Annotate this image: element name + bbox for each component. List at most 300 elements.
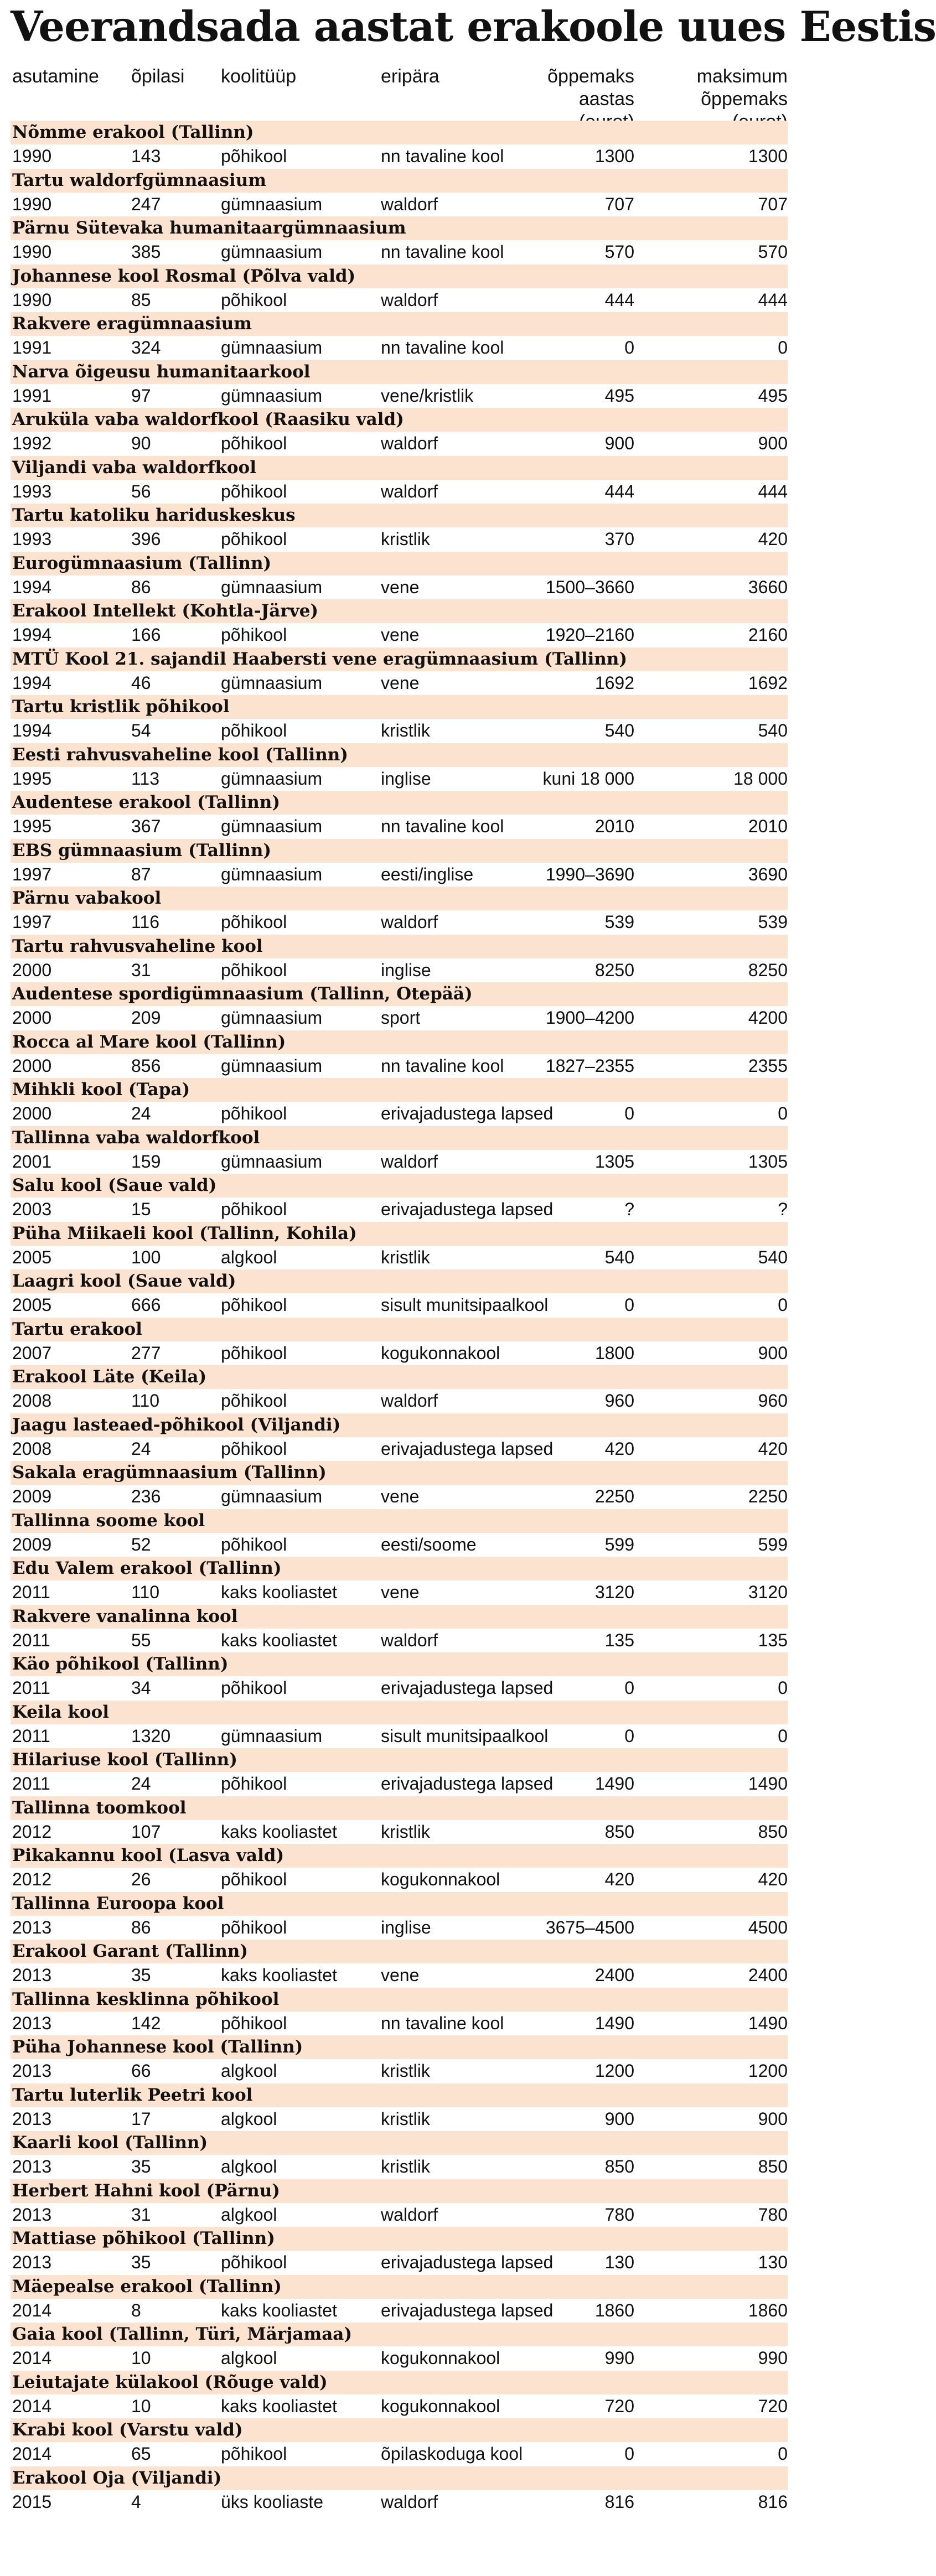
school-name-row: Tartu luterlik Peetri kool bbox=[11, 2083, 788, 2107]
student-count-cell: 856 bbox=[131, 1055, 161, 1076]
school-type-cell: põhikool bbox=[221, 1534, 287, 1554]
student-count-cell: 116 bbox=[131, 912, 160, 932]
feature-cell: vene bbox=[381, 577, 420, 597]
feature-cell: vene bbox=[381, 1486, 420, 1506]
school-name-row: Krabi kool (Varstu vald) bbox=[11, 2418, 788, 2442]
school-name-row: Gaia kool (Tallinn, Türi, Märjamaa) bbox=[11, 2323, 788, 2346]
school-data-row bbox=[11, 240, 788, 265]
school-data-row bbox=[11, 1820, 788, 1844]
annual-fee-cell: 990 bbox=[604, 2348, 634, 2368]
founded-year-cell: 1991 bbox=[12, 385, 52, 406]
school-name-row: Viljandi vaba waldorfkool bbox=[11, 456, 788, 480]
feature-cell: sisult munitsipaalkool bbox=[381, 1295, 549, 1315]
max-fee-cell: 4500 bbox=[748, 1917, 788, 1937]
max-fee-cell: 707 bbox=[758, 194, 788, 214]
school-data-row bbox=[11, 1485, 788, 1509]
annual-fee-cell: 900 bbox=[604, 2108, 634, 2129]
school-type-cell: põhikool bbox=[221, 2252, 287, 2272]
max-fee-cell: 2160 bbox=[748, 625, 788, 645]
max-fee-cell: 540 bbox=[758, 1247, 788, 1267]
header-max: maksimum õppemaks bbox=[696, 66, 788, 110]
student-count-cell: 55 bbox=[131, 1630, 151, 1650]
student-count-cell: 26 bbox=[131, 1869, 151, 1889]
school-type-cell: põhikool bbox=[221, 2444, 287, 2464]
max-fee-cell: 599 bbox=[758, 1534, 788, 1554]
founded-year-cell: 2007 bbox=[12, 1343, 52, 1363]
student-count-cell: 209 bbox=[131, 1008, 161, 1028]
feature-cell: nn tavaline kool bbox=[381, 2013, 504, 2033]
founded-year-cell: 2011 bbox=[12, 1678, 50, 1698]
annual-fee-cell: 599 bbox=[604, 1534, 634, 1554]
school-type-cell: gümnaasium bbox=[221, 864, 323, 884]
feature-cell: vene bbox=[381, 625, 420, 645]
max-fee-cell: 8250 bbox=[748, 960, 788, 980]
annual-fee-cell: 8250 bbox=[594, 960, 634, 980]
founded-year-cell: 2013 bbox=[12, 2061, 52, 2081]
annual-fee-cell: 0 bbox=[624, 1295, 634, 1315]
annual-fee-cell: 780 bbox=[604, 2204, 634, 2225]
school-type-cell: kaks kooliastet bbox=[221, 1582, 337, 1602]
school-data-row bbox=[11, 1102, 788, 1126]
founded-year-cell: 1990 bbox=[12, 194, 52, 214]
annual-fee-cell: 3675–4500 bbox=[545, 1917, 634, 1937]
max-fee-cell: 0 bbox=[778, 1295, 788, 1315]
feature-cell: erivajadustega lapsed bbox=[381, 1103, 554, 1123]
school-type-cell: põhikool bbox=[221, 481, 287, 501]
max-fee-cell: 816 bbox=[758, 2491, 788, 2512]
school-name-row: Mihkli kool (Tapa) bbox=[11, 1078, 788, 1102]
school-type-cell: põhikool bbox=[221, 433, 287, 453]
school-type-cell: põhikool bbox=[221, 1678, 287, 1698]
annual-fee-cell: 0 bbox=[624, 2444, 634, 2464]
student-count-cell: 24 bbox=[131, 1103, 151, 1123]
school-name-row: Püha Johannese kool (Tallinn) bbox=[11, 2035, 788, 2059]
founded-year-cell: 1991 bbox=[12, 338, 52, 357]
school-type-cell: gümnaasium bbox=[221, 385, 323, 406]
student-count-cell: 24 bbox=[131, 1438, 151, 1459]
annual-fee-cell: 0 bbox=[624, 1725, 634, 1746]
annual-fee-cell: 2400 bbox=[594, 1965, 634, 1985]
school-table bbox=[11, 121, 788, 2514]
school-name-row: Eesti rahvusvaheline kool (Tallinn) bbox=[11, 743, 788, 767]
max-fee-cell: 539 bbox=[758, 912, 788, 932]
annual-fee-cell: 1692 bbox=[594, 672, 634, 693]
school-type-cell: gümnaasium bbox=[221, 1055, 323, 1076]
max-fee-cell: 0 bbox=[778, 2444, 788, 2464]
student-count-cell: 46 bbox=[131, 672, 151, 693]
max-fee-cell: 18 000 bbox=[733, 768, 788, 789]
founded-year-cell: 2013 bbox=[12, 2157, 52, 2176]
max-fee-cell: 2355 bbox=[748, 1055, 788, 1076]
school-data-row bbox=[11, 2442, 788, 2466]
school-name-row: Jaagu lasteaed-põhikool (Viljandi) bbox=[11, 1413, 788, 1437]
school-type-cell: üks kooliaste bbox=[221, 2491, 323, 2512]
school-name-row: Salu kool (Saue vald) bbox=[11, 1174, 788, 1198]
school-data-row bbox=[11, 1868, 788, 1892]
header-founded: asutamine bbox=[12, 66, 99, 87]
school-data-row bbox=[11, 2012, 788, 2036]
school-name-row: Herbert Hahni kool (Pärnu) bbox=[11, 2179, 788, 2203]
school-type-cell: põhikool bbox=[221, 289, 287, 310]
school-data-row bbox=[11, 2203, 788, 2227]
founded-year-cell: 2000 bbox=[12, 960, 52, 980]
school-type-cell: gümnaasium bbox=[221, 577, 323, 597]
annual-fee-cell: 850 bbox=[604, 1821, 634, 1842]
feature-cell: vene bbox=[381, 672, 420, 693]
annual-fee-cell: 1920–2160 bbox=[545, 625, 634, 645]
school-name-row: Erakool Oja (Viljandi) bbox=[11, 2466, 788, 2490]
school-type-cell: algkool bbox=[221, 2108, 277, 2129]
annual-fee-cell: 495 bbox=[604, 385, 634, 406]
annual-fee-cell: 1827–2355 bbox=[545, 1055, 634, 1076]
founded-year-cell: 2009 bbox=[12, 1534, 52, 1554]
founded-year-cell: 2009 bbox=[12, 1486, 52, 1506]
student-count-cell: 86 bbox=[131, 1917, 151, 1937]
feature-cell: waldorf bbox=[381, 912, 438, 932]
school-data-row bbox=[11, 2155, 788, 2179]
student-count-cell: 666 bbox=[131, 1295, 161, 1315]
school-type-cell: algkool bbox=[221, 2204, 277, 2225]
max-fee-cell: 420 bbox=[758, 529, 788, 549]
student-count-cell: 159 bbox=[131, 1151, 161, 1172]
annual-fee-cell: 1300 bbox=[594, 146, 634, 166]
school-data-row bbox=[11, 623, 788, 647]
school-type-cell: põhikool bbox=[221, 721, 287, 740]
feature-cell: eesti/soome bbox=[381, 1534, 477, 1554]
founded-year-cell: 1992 bbox=[12, 433, 52, 453]
max-fee-cell: 420 bbox=[758, 1869, 788, 1889]
founded-year-cell: 2013 bbox=[12, 2204, 52, 2225]
school-type-cell: kaks kooliastet bbox=[221, 1965, 337, 1985]
annual-fee-cell: 420 bbox=[604, 1438, 634, 1459]
school-type-cell: kaks kooliastet bbox=[221, 1821, 337, 1842]
feature-cell: kristlik bbox=[381, 2157, 430, 2176]
school-type-cell: põhikool bbox=[221, 146, 287, 166]
founded-year-cell: 2013 bbox=[12, 2252, 52, 2272]
school-type-cell: põhikool bbox=[221, 1869, 287, 1889]
school-name-row: Tallinna toomkool bbox=[11, 1796, 788, 1820]
school-data-row bbox=[11, 1293, 788, 1318]
feature-cell: kogukonnakool bbox=[381, 1869, 500, 1889]
annual-fee-cell: 420 bbox=[604, 1869, 634, 1889]
feature-cell: waldorf bbox=[381, 1151, 438, 1172]
school-data-row bbox=[11, 1246, 788, 1270]
school-data-row bbox=[11, 1006, 788, 1030]
school-data-row bbox=[11, 1772, 788, 1796]
student-count-cell: 8 bbox=[131, 2300, 141, 2320]
student-count-cell: 54 bbox=[131, 721, 151, 740]
feature-cell: erivajadustega lapsed bbox=[381, 1678, 554, 1698]
school-name-row: Erakool Intellekt (Kohtla-Järve) bbox=[11, 599, 788, 623]
feature-cell: kristlik bbox=[381, 2061, 430, 2081]
max-fee-cell: 3690 bbox=[748, 864, 788, 884]
annual-fee-cell: 960 bbox=[604, 1391, 634, 1411]
founded-year-cell: 2014 bbox=[12, 2348, 52, 2368]
founded-year-cell: 1990 bbox=[12, 242, 52, 262]
founded-year-cell: 2013 bbox=[12, 1965, 52, 1985]
max-fee-cell: 1490 bbox=[748, 2013, 788, 2033]
school-data-row bbox=[11, 1676, 788, 1701]
school-data-row bbox=[11, 527, 788, 552]
school-data-row bbox=[11, 336, 788, 360]
founded-year-cell: 2000 bbox=[12, 1055, 52, 1076]
feature-cell: inglise bbox=[381, 768, 431, 789]
school-name-row: EBS gümnaasium (Tallinn) bbox=[11, 839, 788, 863]
annual-fee-cell: 370 bbox=[604, 529, 634, 549]
feature-cell: waldorf bbox=[381, 433, 438, 453]
founded-year-cell: 1993 bbox=[12, 481, 52, 501]
school-name-row: Hilariuse kool (Tallinn) bbox=[11, 1748, 788, 1772]
student-count-cell: 97 bbox=[131, 385, 151, 406]
founded-year-cell: 1997 bbox=[12, 912, 52, 932]
school-data-row bbox=[11, 958, 788, 983]
school-data-row bbox=[11, 288, 788, 313]
annual-fee-cell: 540 bbox=[604, 1247, 634, 1267]
feature-cell: inglise bbox=[381, 960, 431, 980]
student-count-cell: 277 bbox=[131, 1343, 161, 1363]
student-count-cell: 324 bbox=[131, 338, 161, 357]
school-type-cell: põhikool bbox=[221, 625, 287, 645]
max-fee-cell: 570 bbox=[758, 242, 788, 262]
max-fee-cell: 1490 bbox=[748, 1774, 788, 1794]
annual-fee-cell: 850 bbox=[604, 2157, 634, 2176]
school-type-cell: gümnaasium bbox=[221, 1151, 323, 1172]
school-type-cell: kaks kooliastet bbox=[221, 2396, 337, 2416]
feature-cell: waldorf bbox=[381, 481, 438, 501]
student-count-cell: 385 bbox=[131, 242, 161, 262]
max-fee-cell: 0 bbox=[778, 1103, 788, 1123]
annual-fee-cell: 720 bbox=[604, 2396, 634, 2416]
feature-cell: nn tavaline kool bbox=[381, 1055, 504, 1076]
founded-year-cell: 2003 bbox=[12, 1199, 52, 1219]
school-name-row: Rakvere eragümnaasium bbox=[11, 312, 788, 336]
annual-fee-cell: 1200 bbox=[594, 2061, 634, 2081]
student-count-cell: 247 bbox=[131, 194, 161, 214]
feature-cell: kristlik bbox=[381, 529, 430, 549]
founded-year-cell: 2011 bbox=[12, 1725, 50, 1746]
school-data-row bbox=[11, 910, 788, 935]
annual-fee-cell: kuni 18 000 bbox=[542, 768, 634, 789]
feature-cell: erivajadustega lapsed bbox=[381, 2300, 554, 2320]
max-fee-cell: 420 bbox=[758, 1438, 788, 1459]
school-type-cell: põhikool bbox=[221, 2013, 287, 2033]
student-count-cell: 87 bbox=[131, 864, 151, 884]
max-fee-cell: 900 bbox=[758, 1343, 788, 1363]
founded-year-cell: 2001 bbox=[12, 1151, 52, 1172]
student-count-cell: 35 bbox=[131, 2252, 151, 2272]
school-name-row: Audentese spordigümnaasium (Tallinn, Otepää) bbox=[11, 982, 788, 1006]
max-fee-cell: 444 bbox=[758, 289, 788, 310]
feature-cell: kogukonnakool bbox=[381, 1343, 500, 1363]
feature-cell: sport bbox=[381, 1008, 421, 1028]
school-data-row bbox=[11, 2346, 788, 2371]
annual-fee-cell: 135 bbox=[604, 1630, 634, 1650]
school-data-row bbox=[11, 480, 788, 504]
feature-cell: õpilaskoduga kool bbox=[381, 2444, 523, 2464]
founded-year-cell: 1990 bbox=[12, 146, 52, 166]
student-count-cell: 86 bbox=[131, 577, 151, 597]
annual-fee-cell: 1900–4200 bbox=[545, 1008, 634, 1028]
school-type-cell: algkool bbox=[221, 2348, 277, 2368]
school-type-cell: põhikool bbox=[221, 529, 287, 549]
annual-fee-cell: 3120 bbox=[594, 1582, 634, 1602]
student-count-cell: 66 bbox=[131, 2061, 151, 2081]
annual-fee-cell: 444 bbox=[604, 289, 634, 310]
founded-year-cell: 1990 bbox=[12, 289, 52, 310]
school-data-row bbox=[11, 1437, 788, 1461]
school-data-row bbox=[11, 863, 788, 887]
founded-year-cell: 2005 bbox=[12, 1247, 52, 1267]
feature-cell: eesti/inglise bbox=[381, 864, 474, 884]
school-name-row: Pikakannu kool (Lasva vald) bbox=[11, 1844, 788, 1868]
school-data-row bbox=[11, 767, 788, 791]
max-fee-cell: 850 bbox=[758, 2157, 788, 2176]
school-data-row bbox=[11, 2251, 788, 2275]
school-name-row: Rakvere vanalinna kool bbox=[11, 1605, 788, 1629]
school-name-row: Tallinna kesklinna põhikool bbox=[11, 1988, 788, 2012]
feature-cell: kogukonnakool bbox=[381, 2396, 500, 2416]
annual-fee-cell: 2250 bbox=[594, 1486, 634, 1506]
school-data-row bbox=[11, 1724, 788, 1749]
school-name-row: Tallinna Euroopa kool bbox=[11, 1892, 788, 1916]
school-data-row bbox=[11, 1054, 788, 1079]
feature-cell: nn tavaline kool bbox=[381, 338, 504, 357]
school-name-row: Püha Miikaeli kool (Tallinn, Kohila) bbox=[11, 1222, 788, 1246]
max-fee-cell: 1692 bbox=[748, 672, 788, 693]
founded-year-cell: 2013 bbox=[12, 2013, 52, 2033]
school-data-row bbox=[11, 193, 788, 217]
school-type-cell: põhikool bbox=[221, 1774, 287, 1794]
feature-cell: nn tavaline kool bbox=[381, 242, 504, 262]
feature-cell: vene/kristlik bbox=[381, 385, 474, 406]
feature-cell: inglise bbox=[381, 1917, 431, 1937]
school-name-row: Mäepealse erakool (Tallinn) bbox=[11, 2275, 788, 2299]
student-count-cell: 236 bbox=[131, 1486, 161, 1506]
school-data-row bbox=[11, 815, 788, 839]
max-fee-cell: 3120 bbox=[748, 1582, 788, 1602]
student-count-cell: 110 bbox=[131, 1391, 160, 1411]
school-name-row: Rocca al Mare kool (Tallinn) bbox=[11, 1030, 788, 1054]
school-type-cell: gümnaasium bbox=[221, 1486, 323, 1506]
student-count-cell: 31 bbox=[131, 960, 151, 980]
founded-year-cell: 1997 bbox=[12, 864, 52, 884]
school-type-cell: põhikool bbox=[221, 1343, 287, 1363]
annual-fee-cell: 539 bbox=[604, 912, 634, 932]
founded-year-cell: 2008 bbox=[12, 1438, 52, 1459]
school-type-cell: põhikool bbox=[221, 1438, 287, 1459]
school-type-cell: gümnaasium bbox=[221, 1008, 323, 1028]
student-count-cell: 35 bbox=[131, 1965, 151, 1985]
school-data-row bbox=[11, 2490, 788, 2515]
school-name-row: Tartu rahvusvaheline kool bbox=[11, 935, 788, 958]
student-count-cell: 100 bbox=[131, 1247, 161, 1267]
founded-year-cell: 2015 bbox=[12, 2491, 52, 2512]
feature-cell: waldorf bbox=[381, 289, 438, 310]
student-count-cell: 4 bbox=[131, 2491, 141, 2512]
student-count-cell: 10 bbox=[131, 2348, 151, 2368]
student-count-cell: 367 bbox=[131, 816, 161, 836]
school-name-row: Käo põhikool (Tallinn) bbox=[11, 1652, 788, 1676]
annual-fee-cell: 130 bbox=[604, 2252, 634, 2272]
school-name-row: Tallinna soome kool bbox=[11, 1509, 788, 1533]
student-count-cell: 166 bbox=[131, 625, 161, 645]
annual-fee-cell: 570 bbox=[604, 242, 634, 262]
school-name-row: Eurogümnaasium (Tallinn) bbox=[11, 552, 788, 576]
feature-cell: waldorf bbox=[381, 2204, 438, 2225]
header-students: õpilasi bbox=[131, 66, 185, 87]
school-data-row bbox=[11, 1533, 788, 1557]
max-fee-cell: 1305 bbox=[748, 1151, 788, 1172]
founded-year-cell: 2014 bbox=[12, 2300, 52, 2320]
student-count-cell: 110 bbox=[131, 1582, 160, 1602]
school-type-cell: kaks kooliastet bbox=[221, 2300, 337, 2320]
school-data-row bbox=[11, 2299, 788, 2323]
max-fee-cell: 1860 bbox=[748, 2300, 788, 2320]
school-name-row: Erakool Läte (Keila) bbox=[11, 1365, 788, 1389]
header-feature: eripära bbox=[381, 66, 439, 87]
school-data-row bbox=[11, 2107, 788, 2132]
feature-cell: waldorf bbox=[381, 1630, 438, 1650]
school-name-row: Pärnu vabakool bbox=[11, 887, 788, 910]
school-name-row: Kaarli kool (Tallinn) bbox=[11, 2131, 788, 2155]
founded-year-cell: 2000 bbox=[12, 1008, 52, 1028]
founded-year-cell: 2014 bbox=[12, 2396, 52, 2416]
feature-cell: erivajadustega lapsed bbox=[381, 2252, 554, 2272]
school-type-cell: gümnaasium bbox=[221, 816, 323, 836]
school-type-cell: algkool bbox=[221, 2061, 277, 2081]
school-type-cell: põhikool bbox=[221, 912, 287, 932]
feature-cell: nn tavaline kool bbox=[381, 146, 504, 166]
school-data-row bbox=[11, 1629, 788, 1653]
school-name-row: Pärnu Sütevaka humanitaargümnaasium bbox=[11, 216, 788, 240]
max-fee-cell: 4200 bbox=[748, 1008, 788, 1028]
feature-cell: vene bbox=[381, 1582, 420, 1602]
annual-fee-cell: 1490 bbox=[594, 1774, 634, 1794]
founded-year-cell: 2013 bbox=[12, 2108, 52, 2129]
school-data-row bbox=[11, 144, 788, 169]
school-data-row bbox=[11, 2059, 788, 2083]
school-name-row: Tartu katoliku hariduskeskus bbox=[11, 504, 788, 527]
founded-year-cell: 2011 bbox=[12, 1582, 50, 1602]
founded-year-cell: 2012 bbox=[12, 1869, 52, 1889]
school-data-row bbox=[11, 432, 788, 456]
school-name-row: Mattiase põhikool (Tallinn) bbox=[11, 2227, 788, 2251]
school-type-cell: põhikool bbox=[221, 1199, 287, 1219]
max-fee-cell: 720 bbox=[758, 2396, 788, 2416]
max-fee-cell: 2250 bbox=[748, 1486, 788, 1506]
founded-year-cell: 1995 bbox=[12, 816, 52, 836]
founded-year-cell: 2012 bbox=[12, 1821, 52, 1842]
max-fee-cell: 2400 bbox=[748, 1965, 788, 1985]
annual-fee-cell: 707 bbox=[604, 194, 634, 214]
annual-fee-cell: 1305 bbox=[594, 1151, 634, 1172]
school-type-cell: gümnaasium bbox=[221, 194, 323, 214]
founded-year-cell: 2011 bbox=[12, 1774, 50, 1794]
student-count-cell: 52 bbox=[131, 1534, 151, 1554]
school-data-row bbox=[11, 1389, 788, 1413]
max-fee-cell: 900 bbox=[758, 2108, 788, 2129]
school-data-row bbox=[11, 384, 788, 408]
school-type-cell: algkool bbox=[221, 2157, 277, 2176]
feature-cell: kristlik bbox=[381, 1821, 430, 1842]
feature-cell: erivajadustega lapsed bbox=[381, 1438, 554, 1459]
max-fee-cell: 135 bbox=[758, 1630, 788, 1650]
feature-cell: sisult munitsipaalkool bbox=[381, 1725, 549, 1746]
school-data-row bbox=[11, 576, 788, 600]
founded-year-cell: 2011 bbox=[12, 1630, 50, 1650]
school-type-cell: gümnaasium bbox=[221, 672, 323, 693]
page-title: Veerandsada aastat erakoole uues Eestis bbox=[11, 2, 936, 51]
